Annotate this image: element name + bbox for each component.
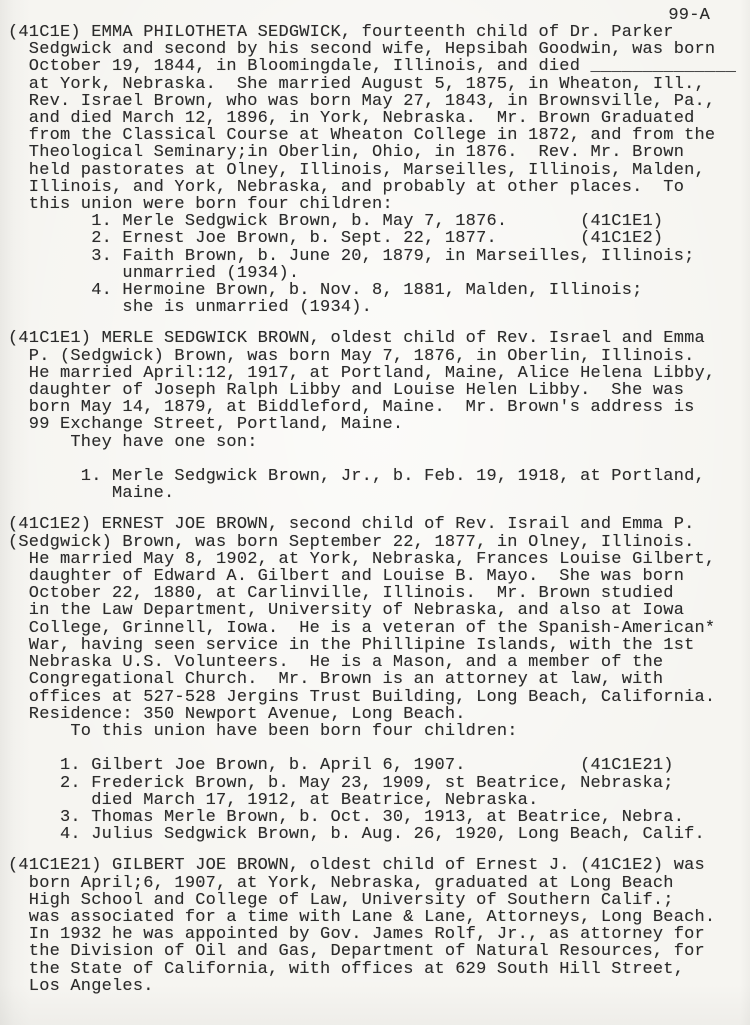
text-line: 4. Hermoine Brown, b. Nov. 8, 1881, Malden, Illinois; — [8, 281, 643, 301]
text-line: Rev. Israel Brown, who was born May 27, 1843, in Brownsville, Pa., — [8, 91, 716, 111]
text-line: was associated for a time with Lane & Lane, Attorneys, Long Beach. — [8, 907, 716, 927]
text-line: They have one son: — [8, 432, 258, 452]
text-line: unmarried (1934). — [8, 263, 300, 283]
text-line: Residence: 350 Newport Avenue, Long Beach. — [8, 704, 466, 724]
text-line: October 22, 1880, at Carlinville, Illinois. Mr. Brown studied — [8, 584, 674, 604]
text-line: Maine. — [8, 484, 175, 504]
text-line: P. (Sedgwick) Brown, was born May 7, 1876, in Oberlin, Illinois. — [8, 346, 695, 366]
genealogy-section-41C1E — [8, 24, 750, 316]
genealogy-section-41C1E21 — [8, 857, 750, 995]
text-line: College, Grinnell, Iowa. He is a veteran of the Spanish-American* — [8, 618, 716, 638]
text-line: the State of California, with offices at 629 South Hill Street, — [8, 959, 685, 979]
text-line: Los Angeles. — [8, 976, 154, 996]
text-line: He married April:12, 1917, at Portland, Maine, Alice Helena Libby, — [8, 363, 716, 383]
text-line: and died March 12, 1896, in York, Nebraska. Mr. Brown Graduated — [8, 109, 695, 129]
text-line: 99 Exchange Street, Portland, Maine. — [8, 415, 404, 435]
page-number: 99-A — [668, 6, 710, 25]
text-line: War, having seen service in the Phillipine Islands, with the 1st — [8, 635, 695, 655]
genealogy-section-41C1E1 — [8, 330, 750, 502]
text-line: offices at 527-528 Jergins Trust Building, Long Beach, California. — [8, 687, 716, 707]
text-line: at York, Nebraska. She married August 5, 1875, in Wheaton, Ill., — [8, 74, 705, 94]
text-line: Theological Seminary;in Oberlin, Ohio, in 1876. Rev. Mr. Brown — [8, 143, 685, 163]
text-line: 1. Merle Sedgwick Brown, Jr., b. Feb. 19, 1918, at Portland, — [8, 467, 705, 487]
text-line: October 19, 1844, in Bloomingdale, Illinois, and died ______________ — [8, 57, 737, 77]
text-line: In 1932 he was appointed by Gov. James Rolf, Jr., as attorney for — [8, 925, 705, 945]
text-line: To this union have been born four children: — [8, 721, 518, 741]
text-line: Illinois, and York, Nebraska, and probably at other places. To — [8, 177, 685, 197]
text-line: the Division of Oil and Gas, Department of Natural Resources, for — [8, 942, 705, 962]
text-line: Sedgwick and second by his second wife, Hepsibah Goodwin, was born — [8, 40, 716, 60]
text-line: she is unmarried (1934). — [8, 298, 373, 318]
text-line: 1. Merle Sedgwick Brown, b. May 7, 1876. (41C1E1) — [8, 212, 664, 232]
text-line — [8, 451, 750, 468]
text-line — [8, 740, 750, 757]
genealogy-section-41C1E2 — [8, 516, 750, 843]
text-line: held pastorates at Olney, Illinois, Marseilles, Illinois, Malden, — [8, 160, 705, 180]
genealogy-sections — [8, 24, 750, 995]
text-line: He married May 8, 1902, at York, Nebraska, Frances Louise Gilbert, — [8, 549, 716, 569]
text-line: Nebraska U.S. Volunteers. He is a Mason, and a member of the — [8, 653, 664, 673]
text-line: daughter of Joseph Ralph Libby and Louise Helen Libby. She was — [8, 381, 685, 401]
text-line: this union were born four children: — [8, 195, 393, 215]
text-line: born May 14, 1879, at Biddleford, Maine. Mr. Brown's address is — [8, 398, 695, 418]
text-line: 2. Frederick Brown, b. May 23, 1909, st Beatrice, Nebraska; — [8, 773, 674, 793]
text-line: (Sedgwick) Brown, was born September 22, 1877, in Olney, Illinois. — [8, 532, 695, 552]
text-line: 3. Thomas Merle Brown, b. Oct. 30, 1913, at Beatrice, Nebra. — [8, 807, 685, 827]
text-line: Congregational Church. Mr. Brown is an attorney at law, with — [8, 670, 664, 690]
text-line: 1. Gilbert Joe Brown, b. April 6, 1907. (41C1E21) — [8, 756, 674, 776]
text-line: High School and College of Law, University of Southern Calif.; — [8, 890, 674, 910]
text-line: in the Law Department, University of Nebraska, and also at Iowa — [8, 601, 685, 621]
text-line: 2. Ernest Joe Brown, b. Sept. 22, 1877. (41C1E2) — [8, 229, 664, 249]
text-line: from the Classical Course at Wheaton College in 1872, and from the — [8, 126, 716, 146]
text-line: (41C1E21) GILBERT JOE BROWN, oldest child of Ernest J. (41C1E2) was — [8, 856, 705, 876]
text-line: born April;6, 1907, at York, Nebraska, graduated at Long Beach — [8, 873, 674, 893]
text-line: (41C1E) EMMA PHILOTHETA SEDGWICK, fourteenth child of Dr. Parker — [8, 23, 674, 42]
text-line: daughter of Edward A. Gilbert and Louise B. Mayo. She was born — [8, 567, 685, 587]
text-line: (41C1E1) MERLE SEDGWICK BROWN, oldest child of Rev. Israel and Emma — [8, 329, 705, 349]
text-line: (41C1E2) ERNEST JOE BROWN, second child of Rev. Israil and Emma P. — [8, 515, 695, 535]
text-line: 4. Julius Sedgwick Brown, b. Aug. 26, 1920, Long Beach, Calif. — [8, 825, 705, 845]
text-line: died March 17, 1912, at Beatrice, Nebraska. — [8, 790, 539, 810]
text-line: 3. Faith Brown, b. June 20, 1879, in Marseilles, Illinois; — [8, 246, 695, 266]
